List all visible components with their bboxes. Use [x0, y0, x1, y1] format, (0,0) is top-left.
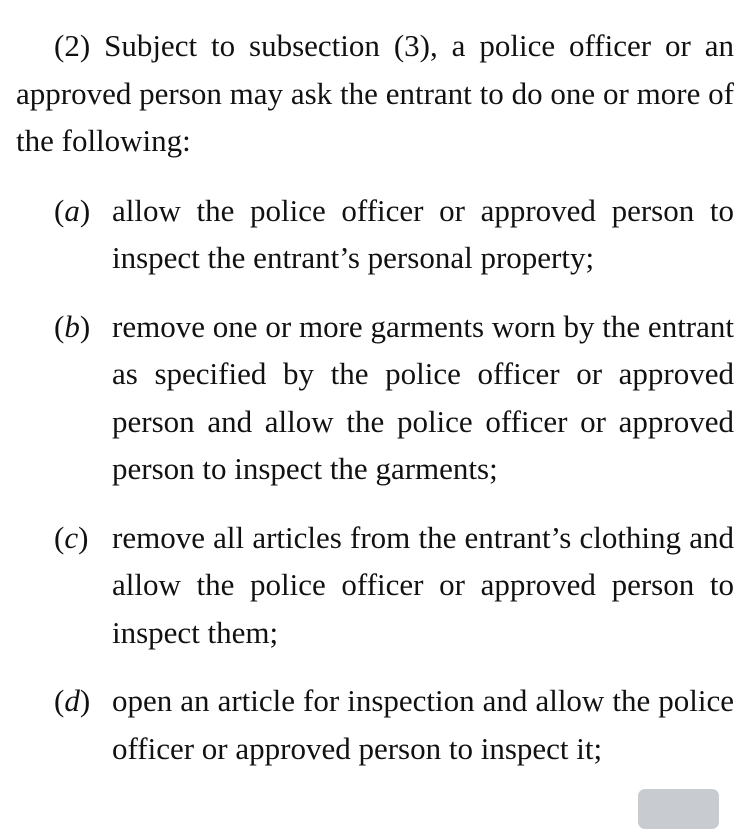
paragraph-a [16, 187, 734, 282]
paragraph-text-b: remove one or more garments worn by the entrant as specified by the police officer or approved person and allow the police officer or approved person to inspect the garments; [112, 308, 734, 486]
paragraph-text-d: open an article for inspection and allow the police officer or approved person to inspect it; [112, 683, 734, 766]
paragraph-label-b: (b) [54, 308, 91, 344]
paragraph-label-a: (a) [54, 192, 91, 228]
paragraph-text-a: allow the police officer or approved person to inspect the entrant’s personal property; [112, 192, 734, 275]
paragraph-d [16, 677, 734, 772]
document-body [16, 22, 734, 793]
paragraph-label-c: (c) [54, 519, 89, 555]
subsection-2: (2) Subject to subsection (3), a police officer or an approved person may ask the entrant to do one or more of the following: [16, 28, 734, 158]
scroll-to-top-button[interactable] [638, 789, 719, 829]
paragraph-b [16, 303, 734, 493]
paragraph-label-d: (d) [54, 683, 91, 718]
paragraph-c [16, 514, 734, 657]
paragraph-text-c: remove all articles from the entrant’s clothing and allow the police officer or approved person to inspect them; [112, 519, 734, 650]
